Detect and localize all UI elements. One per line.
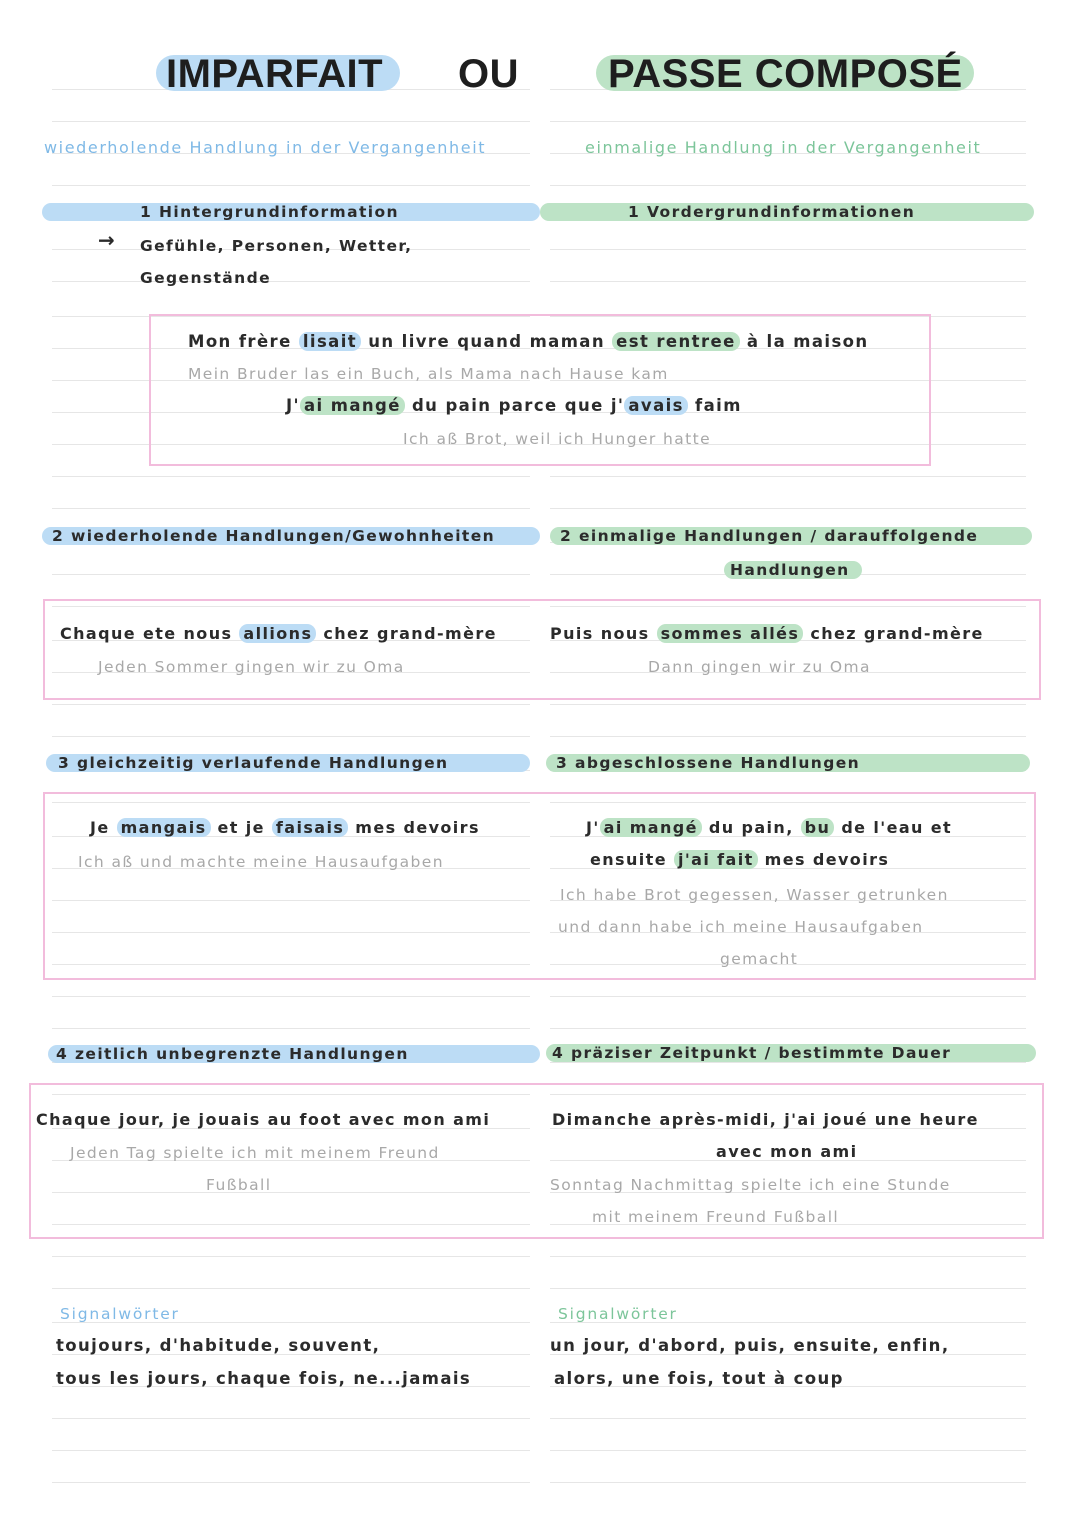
section1-example-translation2: Ich aß Brot, weil ich Hunger hatte xyxy=(403,430,712,448)
section1-note-line1: Gefühle, Personen, Wetter, xyxy=(140,237,413,255)
verb-imparfait-mangais: mangais xyxy=(117,818,211,837)
section4-right-translation-line1: Sonntag Nachmittag spielte ich eine Stunde xyxy=(550,1176,951,1194)
section3-left-translation: Ich aß und machte meine Hausaufgaben xyxy=(78,853,444,871)
section1-example-sentence1: Mon frère lisait un livre quand maman est rentree à la maison xyxy=(188,332,869,351)
section3-right-sentence-line2: ensuite j'ai fait mes devoirs xyxy=(590,850,890,869)
section3-right-translation-line2: und dann habe ich meine Hausaufgaben xyxy=(558,918,924,936)
title-passe-compose: PASSE COMPOSÉ xyxy=(608,52,963,96)
section2-left-translation: Jeden Sommer gingen wir zu Oma xyxy=(98,658,405,676)
section4-left-sentence: Chaque jour, je jouais au foot avec mon ami xyxy=(36,1110,491,1129)
verb-pc-bu: bu xyxy=(801,818,835,837)
section3-left-heading: 3 gleichzeitig verlaufende Handlungen xyxy=(58,754,449,772)
section4-right-sentence-line2: avec mon ami xyxy=(716,1142,858,1161)
title-ou: OU xyxy=(458,52,519,96)
section2-left-sentence: Chaque ete nous allions chez grand-mère xyxy=(60,624,497,643)
section3-right-translation-line3: gemacht xyxy=(720,950,799,968)
section2-left-heading: 2 wiederholende Handlungen/Gewohnheiten xyxy=(52,527,496,545)
section2-right-heading-line2: Handlungen xyxy=(730,561,850,579)
signal-words-right-title: Signalwörter xyxy=(558,1305,678,1323)
section3-right-sentence-line1: J' ai mangé du pain, bu de l'eau et xyxy=(586,818,953,837)
section4-right-sentence-line1: Dimanche après-midi, j'ai joué une heure xyxy=(552,1110,979,1129)
verb-pc-ai-mange-2: ai mangé xyxy=(600,818,702,837)
section4-left-heading: 4 zeitlich unbegrenzte Handlungen xyxy=(56,1045,409,1063)
verb-pc-sommes-alles: sommes allés xyxy=(657,624,804,643)
verb-imparfait-lisait: lisait xyxy=(299,332,361,351)
signal-words-left-line2: tous les jours, chaque fois, ne...jamais xyxy=(56,1369,472,1388)
section1-example-translation1: Mein Bruder las ein Buch, als Mama nach Hause kam xyxy=(188,365,669,383)
signal-words-right-line1: un jour, d'abord, puis, ensuite, enfin, xyxy=(550,1336,950,1355)
section4-left-translation-line2: Fußball xyxy=(206,1176,272,1194)
section1-note-line2: Gegenstände xyxy=(140,269,272,287)
section1-right-heading: 1 Vordergrundinformationen xyxy=(628,203,916,221)
subtitle-imparfait: wiederholende Handlung in der Vergangenheit xyxy=(44,138,487,157)
section2-right-heading-line1: 2 einmalige Handlungen / darauffolgende xyxy=(560,527,979,545)
verb-pc-ai-fait: j'ai fait xyxy=(674,850,758,869)
subtitle-passe-compose: einmalige Handlung in der Vergangenheit xyxy=(585,138,982,157)
verb-pc-est-rentree: est rentree xyxy=(612,332,740,351)
signal-words-left-title: Signalwörter xyxy=(60,1305,180,1323)
section2-right-translation: Dann gingen wir zu Oma xyxy=(648,658,871,676)
title-imparfait: IMPARFAIT xyxy=(166,52,384,96)
signal-words-left-line1: toujours, d'habitude, souvent, xyxy=(56,1336,381,1355)
verb-imparfait-allions: allions xyxy=(239,624,316,643)
section4-right-heading: 4 präziser Zeitpunkt / bestimmte Dauer xyxy=(552,1044,952,1062)
arrow-icon: → xyxy=(98,228,117,252)
section1-example-sentence2: J' ai mangé du pain parce que j' avais faim xyxy=(286,396,742,415)
section3-right-translation-line1: Ich habe Brot gegessen, Wasser getrunken xyxy=(560,886,949,904)
signal-words-right-line2: alors, une fois, tout à coup xyxy=(554,1369,844,1388)
section2-right-sentence: Puis nous sommes allés chez grand-mère xyxy=(550,624,984,643)
section2-example-box xyxy=(43,599,1041,700)
section3-right-heading: 3 abgeschlossene Handlungen xyxy=(556,754,861,772)
section1-left-heading: 1 Hintergrundinformation xyxy=(140,203,399,221)
section3-left-sentence: Je mangais et je faisais mes devoirs xyxy=(90,818,480,837)
verb-pc-ai-mange: ai mangé xyxy=(300,396,405,415)
verb-imparfait-faisais: faisais xyxy=(272,818,348,837)
section4-right-translation-line2: mit meinem Freund Fußball xyxy=(592,1208,840,1226)
verb-imparfait-avais: avais xyxy=(624,396,688,415)
section4-left-translation-line1: Jeden Tag spielte ich mit meinem Freund xyxy=(70,1144,440,1162)
